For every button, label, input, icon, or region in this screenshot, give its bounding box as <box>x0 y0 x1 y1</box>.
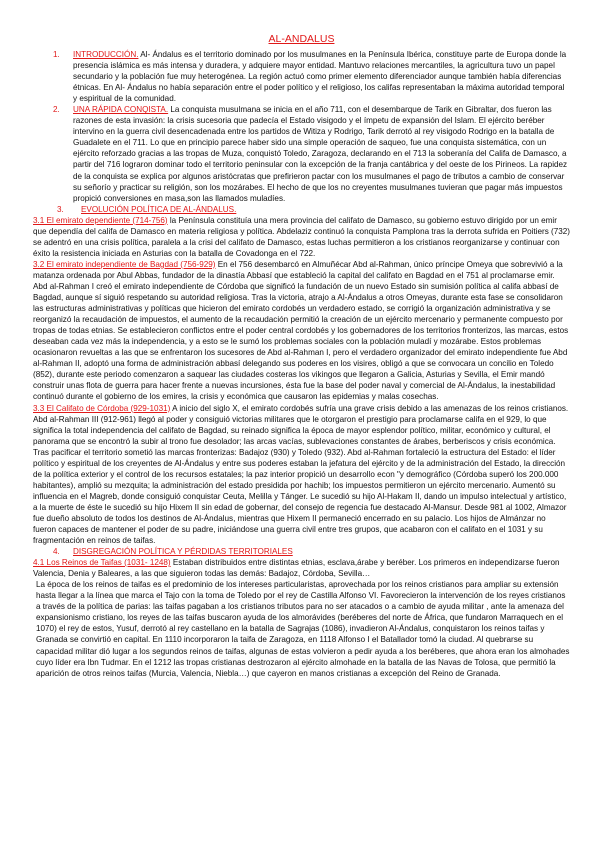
section-text: La conquista musulmana se inicia en el año 711, con el desembarque de Tarik en Gibraltar, dos fueron las razones de esta invasión: la crisis sucesoria que padecía el Estado visigodo y el ímpetu de expansión del Islam. El ejército beréber intervino en la guerra civil desencadenada entre los partidos de Witiza y Rodrigo, Tarik derrotó al rey visigodo Rodrigo en la batalla de Guadalete en el 711. Lo que en principio parece haber sido una simple operación de saqueo, fue una conquista sistemática, con un ejército reforzado gracias a las tropas de Muza, conquistó Toledo, Zaragoza, declarando en el 713 la soberanía del Califa de Damasco, a partir del 716 lograron dominar todo el territorio peninsular con la excepción de la franja cantábrica y del oeste de los Pirineos. La rapidez de la conquista se explica por algunos aristócratas que prefirieron pactar con los musulmanes el pago de tributos a cambio de conservar su señorío y practicar su religión, son los mozárabes. El hecho de que los no creyentes musulmanes tuvieran que pagar más impuestos propició conversiones en masa,son las llamados muladíes. <box>73 105 568 203</box>
subsection-taifas <box>33 557 570 579</box>
section-heading: EVOLUCIÓN POLÍTICA DE AL-ÁNDALUS. <box>81 204 237 214</box>
section-conquista <box>33 104 570 203</box>
subsection-taifas-continued: La época de los reinos de taifas es el predominio de los intereses particularistas, aprovechada por los reinos cristianos para ampliar su extensión hasta llegar a la línea que marca el Tajo con la toma de Toledo por el rey de Castilla Alfonso VI. Favorecieron la intervención de los reyes cristianos a través de la política de parias: las taifas pagaban a los cristianos tributos para no ser atacados o a cambio de ayuda militar , ante la amenaza del expansionismo cristiano, los reyes de las taifas buscaron ayuda de los almorávides (beréberes del norte de África, que fundaron Marraquech en el 1070) el rey de estos, Yusuf, derrotó al rey castellano en la batalla de Sagrajas (1086), invadieron Al-Ándalus, conquistaron los reinos taifas y Granada se convirtió en capital. En 1110 incorporaron la taifa de Zaragoza, en 1118 Alfonso I el Batallador tomó la ciudad. Al quebrarse su capacidad militar dió lugar a los segundos reinos de taifas, algunas de estas volvieron a pedir ayuda a los beréberes, que ahora eran los almohades cuyo líder era Ibn Tudmar. En el 1212 las tropas cristianas destrozaron al ejército almohade en la batalla de las Navas de Tolosa, que permitió la aparición de otros reinos taifas (Murcia, Valencia, Niebla…) que cayeron en manos cristianas a excepción del Reino de Granada. <box>36 580 570 678</box>
subsection-label: 4.1 Los Reinos de Taifas (1031- 1248) <box>33 558 171 568</box>
subsection-text: Estaban distribuidos entre distintas etnias, esclava,árabe y beréber. Los primeros en independizarse fueron Valencia, Denia y Baleares, a las que siguieron todas las demás: Badajoz, Córdoba, Sevilla… <box>33 558 560 579</box>
section-heading: DISGREGACIÓN POLÍTICA Y PÉRDIDAS TERRITORIALES <box>73 547 293 557</box>
section-number: 3. <box>57 204 64 214</box>
document-title: AL-ANDALUS <box>268 33 335 45</box>
subsection-emirato-dependiente <box>33 215 570 259</box>
subsection-text: la Península constituía una mera provincia del califato de Damasco, su gobierno estuvo dirigido por un emir que dependía del califa de Damasco en materia religiosa y política. Abdelaziz continuó la conquista Pamplona tras la derrota sufrida en Poitiers (732) se adentró en una crisis política, paralela a la crisi del califato de Damasco, estas luchas permitieron a los cristianos reorganizarse y continuar con éxito la resistencia iniciada en Asturias con la batalla de Covadonga en el 722. <box>33 215 571 258</box>
document-body <box>33 49 570 679</box>
section-heading: UNA RÁPIDA CONQISTA. <box>73 105 169 115</box>
subsection-label: 3.2 El emirato independiente de Bagdad (756-929) <box>33 259 216 269</box>
section-heading: INTRODUCCIÓN. <box>73 50 139 59</box>
section-text: Al- Ándalus es el territorio dominado por los musulmanes en la Península Ibérica, constituye parte de Europa donde la presencia islámica es más intensa y duradera, y adquiere mayor entidad. Mantuvo relaciones mercantiles, la agricultura tuvo un papel secundario y la población fue muy heterogénea. La región actuó como primer elemento diferenciador aunque también había diferencias étnicas. En Al- Ándalus no había separación entre el poder político y el religioso, los califas representaban la máxima autoridad temporal y espiritual de la comunidad. <box>73 50 567 104</box>
subsection-text: A inicio del siglo X, el emirato cordobés sufría una grave crisis debido a las amenazas de los reinos cristianos. Abd al-Rahman III (912-961) llegó al poder y consiguió victorias militares que le otorgaron el prestigio para proclamarse califa en el 929, lo que significa la total independencia del califato de Bagdad, su reinado significa la época de mayor esplendor político, militar, económico y cultural, el panorama que se encontró la subir al trono fue desolador; las arcas vacías, sublevaciones constantes de árabes, berberiscos y crisis económica. Tras pacificar el territorio sometió las marcas fronterizas: Badajoz (930) y Toledo (932). Abd al-Rahman fortaleció la estructura del Estado: el líder político y espiritual de los creyentes de Al-Ándalus y entre sus poderes estaban la jefatura del ejército y de la administración del Estado, la dirección de la política exterior y el control de los recursos estatales; la paz interior propició un desarrollo econ "y demográfico (Córdoba superó los 200.000 habitantes), amplió su mezquita; la administración del estado presidida por hachib; los impuestos permitieron un ejército mercenario. Aumentó su influencia en el Magreb, donde consiguió conquistar Ceuta, Melilla y Tánger. Le sucedió su hijo Al-Hakam II, dando un impulso intelectual y artístico, a la muerte de éste le sucedió su hijo Hixem II sin edad de gobernar, del consejo de regencia fue destacado Al-Mansur. Desde 981 al 1002, Almazor fue dueño absoluto de todos los destinos de Al-Ándalus, mientras que Hixem II permaneció encerrado en su palacio. Los hijos de Almánzar no fueron capaces de mantener el poder de su padre, iniciándose una guerra civil entre tres grupos, que acabaron con el califato en el 1031 y su fragmentación en reinos de taifas. <box>33 403 569 546</box>
subsection-label: 3.3 El Califato de Córdoba (929-1031) <box>33 403 171 413</box>
section-disgregacion <box>33 546 570 557</box>
subsection-emirato-independiente <box>33 259 570 403</box>
subsection-califato <box>33 403 570 547</box>
section-number: 4. <box>53 547 60 557</box>
subsection-text: En el 756 desembarcó en Almuñécar Abd al-Rahman, único príncipe Omeya que sobrevivió a la matanza ordenada por Abul Abbas, fundador de la dinastía Abbasí que estableció la capital del califato en Bagdad en el 751 al proclamarse emir. Abd al-Rahman I creó el emirato independiente de Córdoba que significó la fundación de un nuevo Estado sin sumisión política al califa abbasí de Bagdad, aunque sí siguió respetando su autoridad religiosa. Tras la victoria, atrajo a Al-Ándalus a otros Omeyas, durante esta fase se consolidaron las estructuras administrativas y políticas que hicieron del emirato cordobés un verdadero estado, se corrigió la organización administrativa y se reorganizó la recaudación de impuestos, el aumento de la recaudación permitió la creación de un ejército mercenario y permanente compuesto por tropas de todas etnias. Se establecieron conflictos entre el poder central cordobés y los gobernadores de los territorios fronterizos, las marcas, estos deseaban cada vez más la independencia, y a esto se le sumó los problemas sociales con la población muladí y mozárabe. Estos problemas ocasionaron revueltas a las que se enfrentaron los sucesores de Abd al-Rahman I, pero el verdadero organizador del emirato independiente fue Abd al-Rahman II, adoptó una forma de administración abbasí delegando sus poderes en los visires, obligó a que se convocara un concilio en Toledo (852), durante este periodo comenzaron a saquear las ciudades costeras los vikingos que llegaron a Galicia, Asturias y Sevilla, el Emir mandó construir unas flota de guerra para hacer frente a nuevas incursiones, ésta fue la base del poder naval y comercial de Al-Ándalus, la inestabilidad continuó durante el gobierno de los emires, la crisis y económica que causaron las epidemias y malas cosechas. <box>33 259 569 402</box>
section-number: 1. <box>53 50 60 59</box>
section-evolucion <box>33 204 570 215</box>
section-number: 2. <box>53 105 60 115</box>
section-introduccion <box>33 49 570 104</box>
subsection-label: 3.1 El emirato dependiente (714-756) <box>33 215 168 225</box>
